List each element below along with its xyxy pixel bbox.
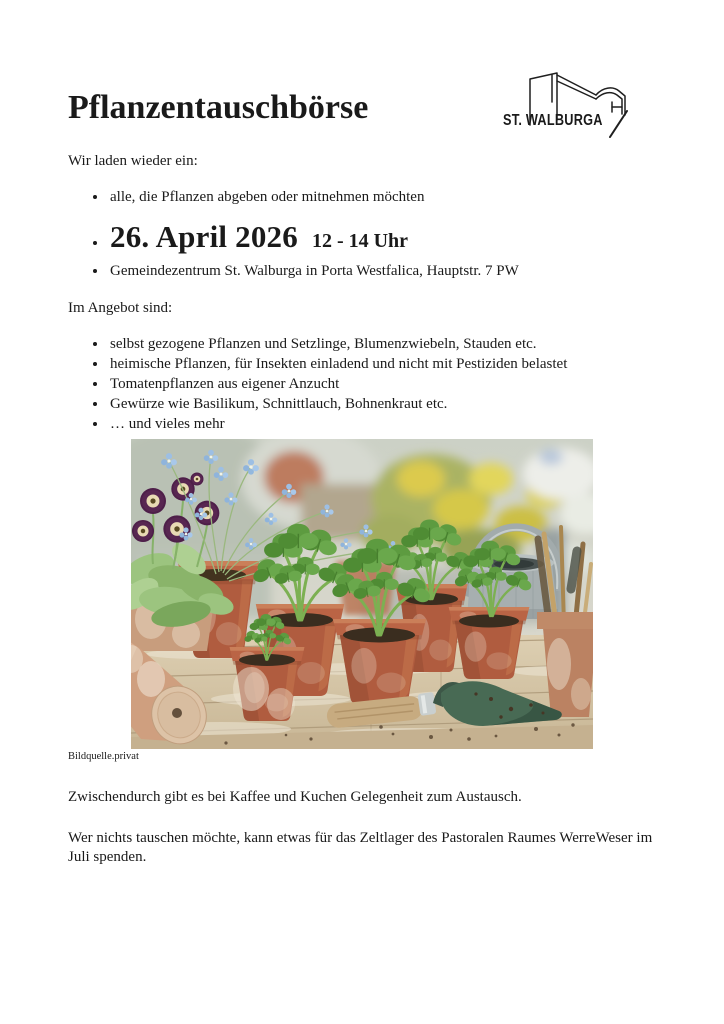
intro-line: Wir laden wieder ein: (68, 153, 198, 169)
offer-item: • … und vieles mehr (108, 414, 708, 434)
invite-item: • alle, die Pflanzen abgeben oder mitnehmen möchten (108, 187, 696, 207)
invite-list (68, 187, 696, 207)
event-location: • Gemeindezentrum St. Walburga in Porta Westfalica, Hauptstr. 7 PW (108, 262, 708, 281)
offer-item: • selbst gezogene Pflanzen und Setzlinge, Blumenzwiebeln, Stauden etc. (108, 334, 708, 354)
offer-item: • Gewürze wie Basilikum, Schnittlauch, Bohnenkraut etc. (108, 394, 708, 414)
offer-heading: Im Angebot sind: (68, 300, 173, 316)
event-time: 12 - 14 Uhr (311, 230, 409, 252)
offer-list (68, 334, 708, 434)
offer-item: • heimische Pflanzen, für Insekten einladend und nicht mit Pestiziden belastet (108, 354, 708, 374)
event-date-line (108, 221, 708, 254)
photo-caption: Bildquelle.privat (68, 751, 139, 762)
closing-donation-line: Wer nichts tauschen möchte, kann etwas für das Zeltlager des Pastoralen Raumes WerreWeser im Juli spenden. (68, 830, 653, 865)
logo-wordmark: ST. WALBURGA (503, 112, 603, 129)
page-title: Pflanzentauschbörse (68, 89, 369, 126)
event-list (68, 221, 708, 281)
closing-coffee-line: Zwischendurch gibt es bei Kaffee und Kuchen Gelegenheit zum Austausch. (68, 789, 522, 805)
event-photo (131, 439, 593, 749)
offer-item: • Tomatenpflanzen aus eigener Anzucht (108, 374, 708, 394)
event-date: 26. April 2026 (110, 219, 298, 254)
